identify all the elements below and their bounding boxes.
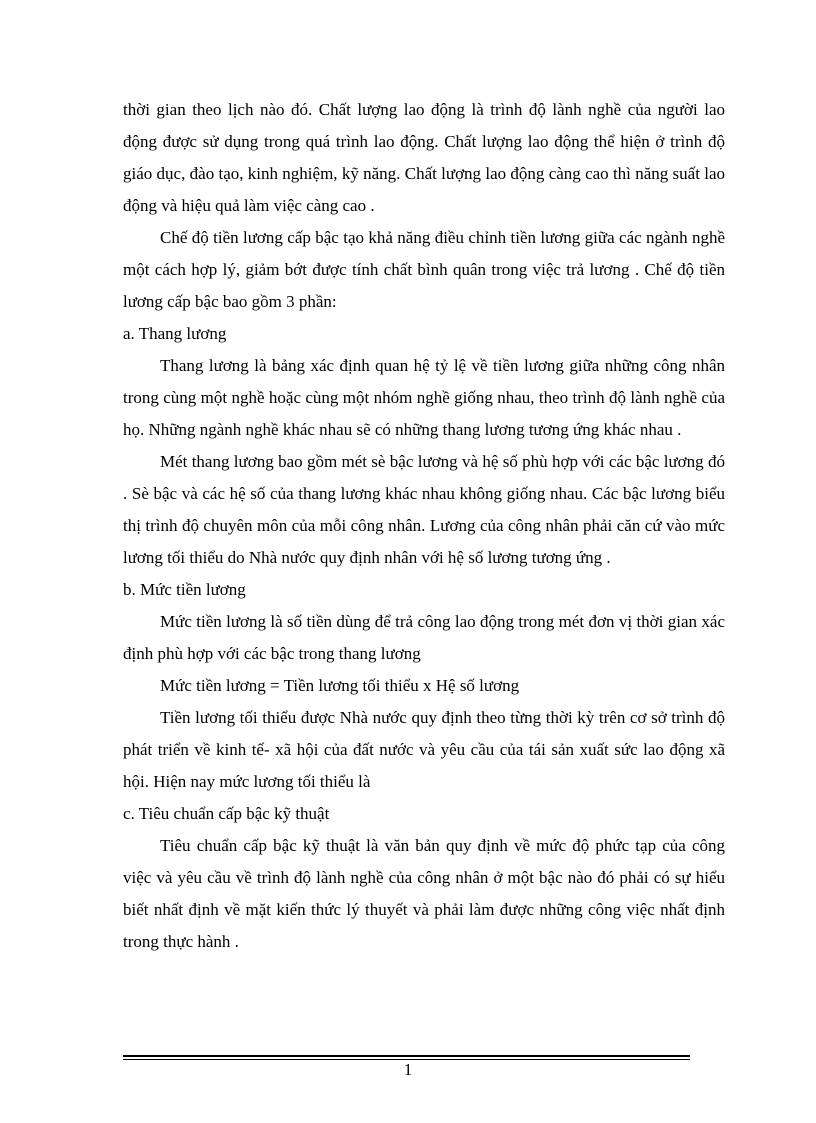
page-number: 1: [403, 1060, 413, 1079]
paragraph: Tiêu chuẩn cấp bậc kỹ thuật là văn bản quy định về mức độ phức tạp của công việc và yêu cầu về trình độ lành nghề của công nhân ở một bậc nào đó phải có sự hiểu biết nhất định về mặt kiến thức lý thuyết và phải làm được những công việc nhất định trong thực hành .: [123, 836, 725, 951]
page-body: [123, 94, 725, 958]
paragraph: Tiền lương tối thiểu được Nhà nước quy định theo từng thời kỳ trên cơ sở trình độ phát triển về kinh tế- xã hội của đất nước và yêu cầu của tái sản xuất sức lao động xã hội. Hiện nay mức lương tối thiểu là: [123, 708, 725, 791]
section-heading-a: a. Thang lương: [123, 324, 227, 343]
section-heading-b: b. Mức tiền lương: [123, 580, 246, 599]
paragraph: Chế độ tiền lương cấp bậc tạo khả năng điều chỉnh tiền lương giữa các ngành nghề một cách hợp lý, giảm bớt được tính chất bình quân trong việc trả lương . Chế độ tiền lương cấp bậc bao gồm 3 phần:: [123, 228, 725, 311]
formula-line: Mức tiền lương = Tiền lương tối thiểu x Hệ số lương: [160, 676, 520, 695]
paragraph: Thang lương là bảng xác định quan hệ tỷ lệ về tiền lương giữa những công nhân trong cùng một nghề hoặc cùng một nhóm nghề giống nhau, theo trình độ lành nghề của họ. Những ngành nghề khác nhau sẽ có những thang lương tương ứng khác nhau .: [123, 356, 725, 439]
paragraph: Mét thang lương bao gồm mét sè bậc lương và hệ số phù hợp với các bậc lương đó . Sè bậc và các hệ số của thang lương khác nhau không giống nhau. Các bậc lương biểu thị trình độ chuyên môn của mỗi công nhân. Lương của công nhân phải căn cứ vào mức lương tối thiểu do Nhà nước quy định nhân với hệ số lương tương ứng .: [123, 452, 725, 567]
section-heading-c: c. Tiêu chuẩn cấp bậc kỹ thuật: [123, 804, 330, 823]
paragraph: thời gian theo lịch nào đó. Chất lượng lao động là trình độ lành nghề của người lao động được sử dụng trong quá trình lao động. Chất lượng lao động thể hiện ở trình độ giáo dục, đào tạo, kinh nghiệm, kỹ năng. Chất lượng lao động càng cao thì năng suất lao động và hiệu quả làm việc càng cao .: [123, 100, 725, 215]
footer-rule-thick: [123, 1055, 690, 1057]
paragraph: Mức tiền lương là số tiền dùng để trả công lao động trong mét đơn vị thời gian xác định phù hợp với các bậc trong thang lương: [123, 612, 725, 663]
